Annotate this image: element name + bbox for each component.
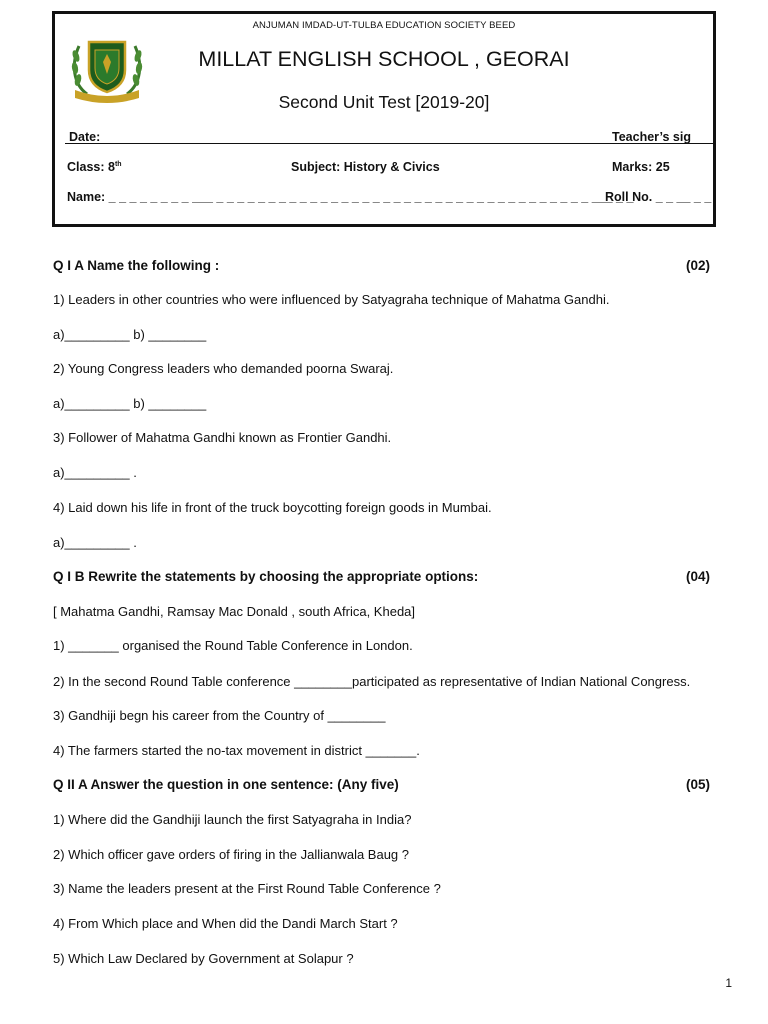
question-line: 5) Which Law Declared by Government at Solapur ? xyxy=(53,951,354,966)
subject-label: Subject: History & Civics xyxy=(291,160,440,174)
class-label: Class: 8th xyxy=(67,160,122,174)
question-line: 2) Which officer gave orders of firing in the Jallianwala Baug ? xyxy=(53,847,410,862)
question-line: 3) Follower of Mahatma Gandhi known as Frontier Gandhi. xyxy=(53,430,392,445)
name-field: Name: _ _ _ _ _ _ _ _ ___ _ _ _ _ _ _ _ _ _ _ _ _ _ _ _ _ _ _ _ _ _ _ _ _ _ _ _ _ _ _ _ _ _ _ _ _ ___ _ _ xyxy=(67,190,634,204)
school-name: MILLAT ENGLISH SCHOOL , GEORAI xyxy=(198,47,570,71)
society-name: ANJUMAN IMDAD-UT-TULBA EDUCATION SOCIETY BEED xyxy=(252,20,516,31)
marks-label: Marks: 25 xyxy=(612,160,670,174)
section-marks: (04) xyxy=(685,569,710,584)
answer-blank: a)_________ . xyxy=(53,465,137,480)
question-line: 1) Where did the Gandhiji launch the first Satyagraha in India? xyxy=(53,812,412,827)
question-line: 3) Name the leaders present at the First Round Table Conference ? xyxy=(53,881,441,896)
exam-header xyxy=(52,11,716,227)
question-line: 2) Young Congress leaders who demanded poorna Swaraj. xyxy=(53,361,394,376)
question-line: 4) The farmers started the no-tax movement in district _______. xyxy=(53,743,420,758)
date-label: Date: xyxy=(69,130,101,144)
page-number: 1 xyxy=(725,976,732,990)
section-heading: Q I A Name the following : xyxy=(53,258,220,273)
question-line: 2) In the second Round Table conference ________participated as representative of Indian National Congress. xyxy=(53,674,691,689)
question-line: 4) From Which place and When did the Dandi March Start ? xyxy=(53,916,398,931)
header-divider xyxy=(65,143,713,144)
question-line: 4) Laid down his life in front of the truck boycotting foreign goods in Mumbai. xyxy=(53,500,492,515)
roll-number-field: Roll No. _ _ __ _ _ xyxy=(605,190,712,204)
question-line: 3) Gandhiji begn his career from the Country of ________ xyxy=(53,708,386,723)
section-heading: Q I B Rewrite the statements by choosing the appropriate options: xyxy=(53,569,479,584)
options-list: [ Mahatma Gandhi, Ramsay Mac Donald , south Africa, Kheda] xyxy=(53,604,416,619)
question-line: 1) Leaders in other countries who were influenced by Satyagraha technique of Mahatma Gandhi. xyxy=(53,292,610,307)
section-heading: Q II A Answer the question in one sentence: (Any five) xyxy=(53,777,399,792)
exam-title: Second Unit Test [2019-20] xyxy=(278,92,490,112)
answer-blank: a)_________ b) ________ xyxy=(53,396,207,411)
section-marks: (02) xyxy=(685,258,710,273)
question-line: 1) _______ organised the Round Table Conference in London. xyxy=(53,638,413,653)
answer-blank: a)_________ . xyxy=(53,535,137,550)
teacher-signature-label: Teacher’s sig xyxy=(612,130,691,144)
answer-blank: a)_________ b) ________ xyxy=(53,327,207,342)
section-marks: (05) xyxy=(685,777,710,792)
